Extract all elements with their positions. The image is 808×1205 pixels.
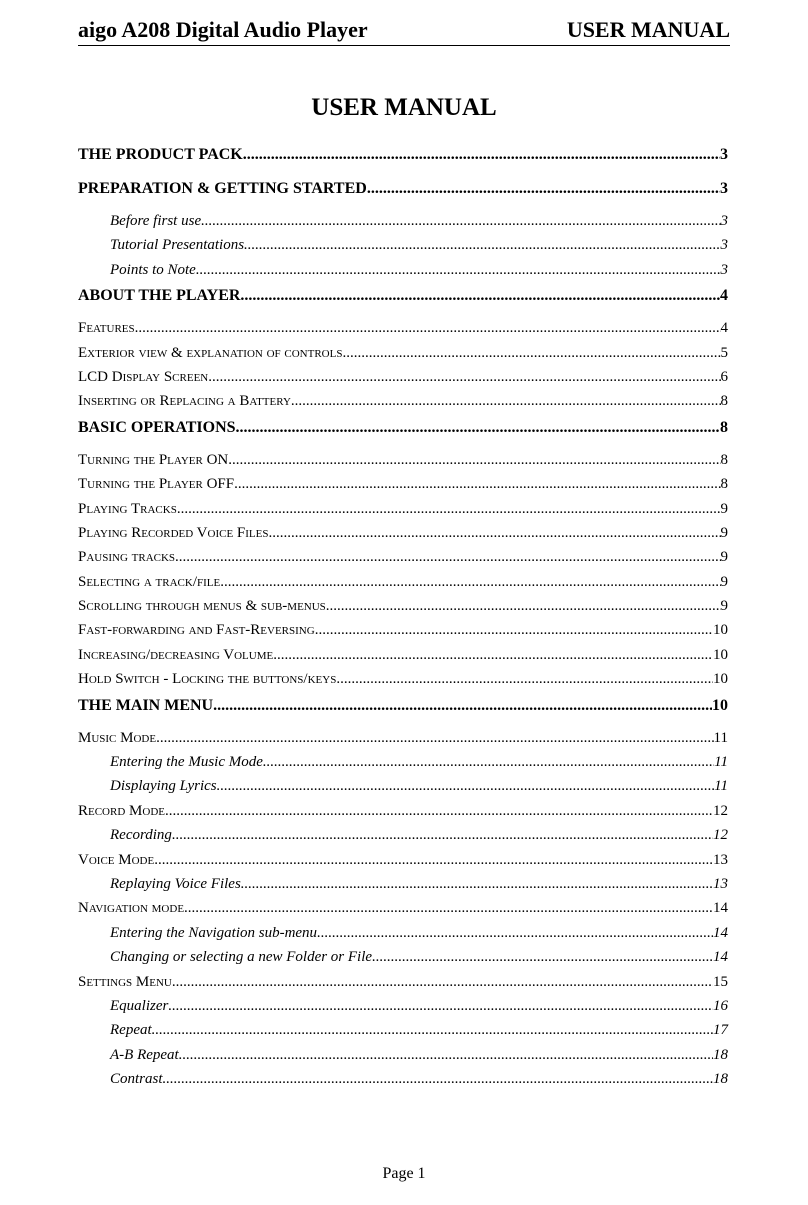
toc-dot-leader	[372, 945, 713, 969]
toc-entry[interactable]	[78, 365, 728, 389]
toc-entry-page-number: 9	[720, 500, 728, 517]
toc-entry-page-number: 14	[713, 900, 728, 917]
toc-dot-leader	[172, 823, 713, 847]
toc-entry-page-number: 10	[712, 696, 728, 714]
toc-dot-leader	[165, 799, 713, 823]
toc-dot-leader	[175, 545, 720, 569]
toc-entry-page-number: 8	[720, 451, 728, 468]
toc-entry-label: LCD Display Screen	[78, 368, 209, 385]
toc-dot-leader	[241, 872, 713, 896]
toc-entry-label: Scrolling through menus & sub-menus	[78, 598, 326, 615]
toc-entry[interactable]	[78, 970, 728, 994]
toc-entry-page-number: 3	[720, 237, 728, 254]
toc-entry[interactable]	[78, 341, 728, 365]
toc-dot-leader	[217, 774, 714, 798]
toc-entry-page-number: 9	[720, 598, 728, 615]
header-manual-label: USER MANUAL	[566, 17, 730, 42]
toc-dot-leader	[326, 594, 721, 618]
toc-entry[interactable]	[78, 945, 728, 969]
toc-entry-label: Entering the Navigation sub-menu	[110, 924, 318, 941]
toc-entry[interactable]	[78, 175, 728, 209]
toc-dot-leader	[317, 921, 713, 945]
toc-entry-page-number: 8	[720, 393, 728, 410]
toc-dot-leader	[228, 448, 720, 472]
toc-entry[interactable]	[78, 994, 728, 1018]
toc-entry[interactable]	[78, 545, 728, 569]
toc-entry-label: Contrast	[110, 1071, 163, 1088]
toc-entry[interactable]	[78, 692, 728, 726]
toc-entry-label: Features	[78, 320, 135, 337]
toc-entry-label: Playing Tracks	[78, 500, 177, 517]
toc-entry[interactable]	[78, 750, 728, 774]
toc-entry-label: BASIC OPERATIONS	[78, 418, 236, 436]
toc-entry[interactable]	[78, 618, 728, 642]
toc-dot-leader	[244, 233, 720, 257]
toc-entry-label: Music Mode	[78, 729, 157, 746]
toc-entry-page-number: 10	[713, 646, 728, 663]
table-of-contents	[78, 141, 728, 1092]
toc-dot-leader	[208, 365, 720, 389]
header-product-name: aigo A208 Digital Audio Player	[78, 17, 368, 42]
toc-entry-label: Inserting or Replacing a Battery	[78, 393, 291, 410]
toc-dot-leader	[273, 643, 713, 667]
toc-entry-page-number: 4	[720, 320, 728, 337]
toc-entry-label: ABOUT THE PLAYER	[78, 287, 241, 305]
toc-entry[interactable]	[78, 209, 728, 233]
toc-entry-label: Turning the Player OFF	[78, 476, 235, 493]
toc-dot-leader	[342, 341, 720, 365]
toc-entry-label: Exterior view & explanation of controls	[78, 344, 343, 361]
toc-entry-page-number: 4	[720, 287, 728, 305]
toc-entry-page-number: 5	[720, 344, 728, 361]
toc-entry-page-number: 18	[713, 1071, 728, 1088]
toc-entry-page-number: 3	[720, 146, 728, 163]
toc-entry-label: Record Mode	[78, 802, 165, 819]
toc-entry-label: Before first use	[110, 213, 202, 229]
toc-dot-leader	[152, 1018, 713, 1042]
toc-dot-leader	[291, 389, 721, 413]
toc-entry-page-number: 12	[713, 827, 728, 844]
toc-entry-label: A-B Repeat	[110, 1046, 179, 1063]
toc-entry-label: Settings Menu	[78, 973, 172, 990]
toc-entry[interactable]	[78, 448, 728, 472]
toc-entry-label: Changing or selecting a new Folder or File	[110, 949, 373, 966]
toc-dot-leader	[240, 282, 720, 310]
toc-entry-label: Displaying Lyrics	[110, 778, 217, 795]
toc-entry-page-number: 14	[713, 924, 728, 941]
toc-entry[interactable]	[78, 726, 728, 750]
toc-entry-page-number: 17	[713, 1022, 728, 1039]
toc-entry-page-number: 16	[713, 997, 728, 1014]
toc-entry-label: Recording	[110, 827, 172, 844]
page-footer: Page 1	[382, 1165, 426, 1182]
toc-entry-page-number: 14	[713, 949, 728, 966]
toc-entry-label: Repeat	[110, 1022, 152, 1039]
toc-entry[interactable]	[78, 414, 728, 448]
toc-entry-page-number: 18	[713, 1046, 728, 1063]
toc-entry[interactable]	[78, 848, 728, 872]
toc-entry[interactable]	[78, 570, 728, 594]
toc-entry-label: THE MAIN MENU	[78, 696, 214, 714]
toc-dot-leader	[154, 848, 713, 872]
toc-entry-page-number: 13	[713, 851, 728, 868]
toc-entry-page-number: 8	[720, 418, 728, 436]
toc-entry[interactable]	[78, 896, 728, 920]
toc-dot-leader	[336, 667, 713, 691]
toc-entry[interactable]	[78, 643, 728, 667]
toc-dot-leader	[315, 618, 713, 642]
toc-entry[interactable]	[78, 316, 728, 340]
toc-dot-leader	[196, 258, 721, 282]
toc-dot-leader	[163, 1067, 713, 1091]
toc-entry-page-number: 3	[720, 261, 728, 278]
toc-entry-label: Equalizer	[110, 997, 169, 1014]
toc-dot-leader	[135, 316, 721, 340]
toc-entry-label: Tutorial Presentations	[110, 237, 245, 254]
toc-entry-page-number: 11	[713, 729, 728, 746]
toc-entry-page-number: 3	[720, 213, 728, 229]
toc-dot-leader	[201, 209, 720, 233]
toc-entry[interactable]	[78, 141, 728, 175]
toc-entry[interactable]	[78, 667, 728, 691]
toc-entry[interactable]	[78, 472, 728, 496]
toc-entry-label: Replaying Voice Files	[110, 875, 241, 892]
toc-entry-page-number: 12	[713, 802, 728, 819]
toc-entry-label: Points to Note	[110, 261, 196, 278]
toc-dot-leader	[220, 570, 720, 594]
toc-entry[interactable]	[78, 282, 728, 316]
toc-dot-leader	[243, 141, 720, 169]
page-title: USER MANUAL	[311, 94, 497, 121]
toc-entry-page-number: 8	[720, 476, 728, 493]
toc-dot-leader	[172, 970, 713, 994]
toc-entry-page-number: 13	[713, 875, 728, 892]
toc-entry-page-number: 9	[720, 524, 728, 541]
toc-entry-page-number: 9	[720, 549, 728, 566]
toc-dot-leader	[156, 726, 713, 750]
toc-dot-leader	[184, 896, 713, 920]
toc-entry[interactable]	[78, 774, 728, 798]
toc-entry[interactable]	[78, 389, 728, 413]
toc-entry-page-number: 11	[714, 778, 728, 795]
toc-entry-label: Increasing/decreasing Volume	[78, 646, 274, 663]
toc-entry[interactable]	[78, 258, 728, 282]
toc-dot-leader	[234, 472, 720, 496]
toc-entry[interactable]	[78, 1043, 728, 1067]
toc-dot-leader	[263, 750, 714, 774]
toc-entry-page-number: 9	[720, 573, 728, 590]
toc-entry-page-number: 3	[720, 180, 728, 197]
toc-entry-label: Fast-forwarding and Fast-Reversing	[78, 622, 315, 639]
toc-entry-label: Turning the Player ON	[78, 451, 229, 468]
toc-entry[interactable]	[78, 594, 728, 618]
toc-entry-page-number: 10	[713, 671, 728, 688]
toc-entry-label: Hold Switch - Locking the buttons/keys	[78, 671, 337, 688]
toc-entry-label: PREPARATION & GETTING STARTED	[78, 180, 367, 197]
toc-entry-page-number: 6	[720, 368, 728, 385]
toc-entry[interactable]	[78, 921, 728, 945]
toc-entry-page-number: 10	[713, 622, 728, 639]
toc-entry[interactable]	[78, 799, 728, 823]
toc-entry[interactable]	[78, 497, 728, 521]
toc-entry-label: Pausing tracks	[78, 549, 176, 566]
toc-entry[interactable]	[78, 1067, 728, 1091]
toc-entry[interactable]	[78, 823, 728, 847]
toc-entry-page-number: 15	[713, 973, 728, 990]
toc-entry[interactable]	[78, 521, 728, 545]
toc-entry-label: THE PRODUCT PACK	[78, 146, 243, 163]
toc-dot-leader	[268, 521, 720, 545]
toc-entry[interactable]	[78, 1018, 728, 1042]
toc-entry-label: Navigation mode	[78, 900, 185, 917]
toc-entry-label: Playing Recorded Voice Files	[78, 524, 269, 541]
toc-dot-leader	[367, 175, 720, 203]
toc-entry-label: Selecting a track/file	[78, 573, 221, 590]
toc-entry[interactable]	[78, 233, 728, 257]
toc-dot-leader	[177, 497, 721, 521]
toc-dot-leader	[236, 414, 720, 442]
toc-dot-leader	[168, 994, 713, 1018]
toc-entry-label: Entering the Music Mode	[110, 754, 263, 771]
toc-dot-leader	[213, 692, 712, 720]
page-header	[78, 16, 730, 46]
toc-entry-label: Voice Mode	[78, 851, 155, 868]
toc-entry[interactable]	[78, 872, 728, 896]
toc-entry-page-number: 11	[714, 754, 728, 771]
toc-dot-leader	[179, 1043, 713, 1067]
